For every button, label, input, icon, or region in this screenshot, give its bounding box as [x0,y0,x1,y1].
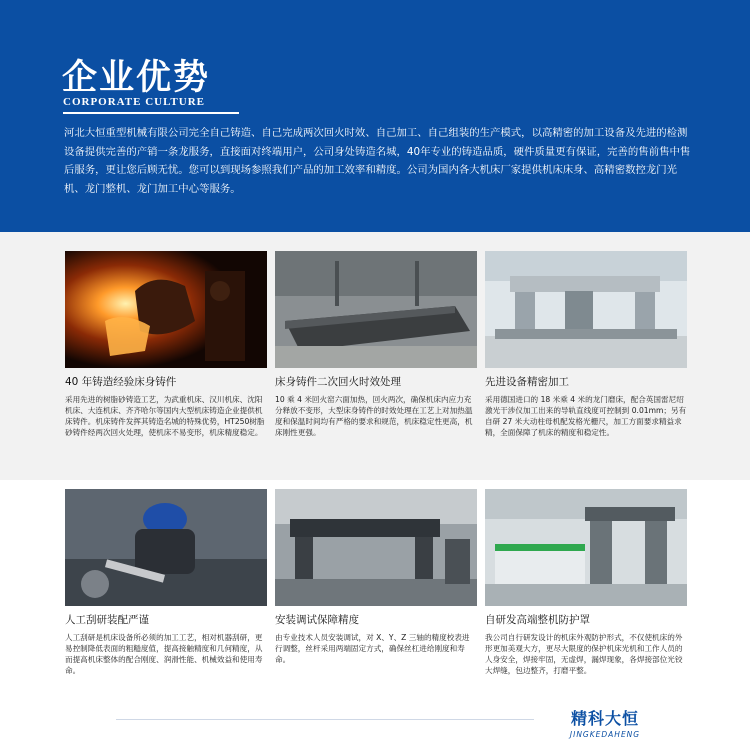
card-tempering [275,251,477,438]
foundry-pouring-photo [65,251,267,368]
card-description: 10 乘 4 米回火窑六面加热，回火两次，确保机床内应力充分释放不变形，大型床身铸件的时效处理在工艺上对加热温度和保温时间均有严格的要求和规范，机床稳定性更高，机床刚性更强。 [275,395,473,437]
page-title: 企业优势 [62,57,211,98]
card-title: 人工刮研装配严谨 [65,614,149,626]
company-intro: 河北大恒重型机械有限公司完全自己铸造、自己完成两次回火时效、自己加工、自己组装的生产模式，以高精密的加工设备及先进的检测设备提供完善的产销一条龙服务，直接面对终端用户，公司身处铸造名城，40年专业的铸造品质，硬件质量更有保证，完善的售前售中售后服务，更让您后顾无忧。您可以到现场参照我们产品的加工效率和精度。公司为国内各大机床厂家提供机床床身、高精密数控龙门光机、龙门整机、龙门加工中心等服务。 [64,127,691,195]
card-description: 我公司自行研发设计的机床外观防护形式，不仅使机床的外形更加美观大方，更尽大限度的保护机床光机和工作人员的人身安全，焊接牢固，无虚焊，漏焊现象，各焊接部位光铰大焊缝，包边整齐，打磨平整。 [485,633,683,675]
card-description: 由专业技术人员安装调试，对 X、Y、Z 三轴的精度校表进行调整，丝杆采用两端固定方式，确保丝杠进给刚度和寿命。 [275,633,470,664]
card-scraping [65,489,267,676]
card-casting [65,251,267,438]
subtitle-underline [63,112,239,114]
card-title: 床身铸件二次回火时效处理 [275,376,401,388]
card-title: 自研发高端整机防护罩 [485,614,590,626]
card-machining [485,251,687,438]
assembly-hall-photo [275,489,477,606]
card-description: 人工刮研是机床设备所必须的加工工艺，相对机器刮研，更易控制降低表面的粗糙度值，提高接触精度和几何精度，从而提高机床整体的配合刚度、润滑性能、机械效益和使用寿命。 [65,633,263,675]
gantry-grinder-photo [485,251,687,368]
card-title: 40 年铸造经验床身铸件 [65,376,177,388]
brand-logo [560,706,650,739]
card-assembly [275,489,477,665]
header-banner [0,0,750,232]
card-description: 采用先进的树脂砂铸造工艺，为武重机床、汉川机床、沈阳机床、大连机床、齐齐哈尔等国内大型机床铸造企业提供机床铸件。机床铸件发挥其铸造名城的特殊优势，HT250树脂砂铸件经两次回火处理，使机床不易变形，机床精度稳定。 [65,395,265,437]
logo-subtext: JINGKEDAHENG [569,730,641,739]
tempering-kiln-photo [275,251,477,368]
card-title: 先进设备精密加工 [485,376,569,388]
logo-name: 精科大恒 [570,709,639,728]
card-enclosure [485,489,687,676]
page-subtitle: CORPORATE CULTURE [63,96,205,108]
machine-enclosure-photo [485,489,687,606]
card-description: 采用德国进口的 18 米乘 4 米的龙门磨床，配合英国雷尼绍激光干涉仪加工出来的导轨直线度可控制到 0.01mm；另有自研 27 米大动柱母机配发格光栅尺，加工方面要求精益求精，全面保障了机床的精度和稳定性。 [485,395,687,437]
hand-scraping-photo [65,489,267,606]
footer-divider [116,719,534,720]
card-title: 安装调试保障精度 [275,614,359,626]
